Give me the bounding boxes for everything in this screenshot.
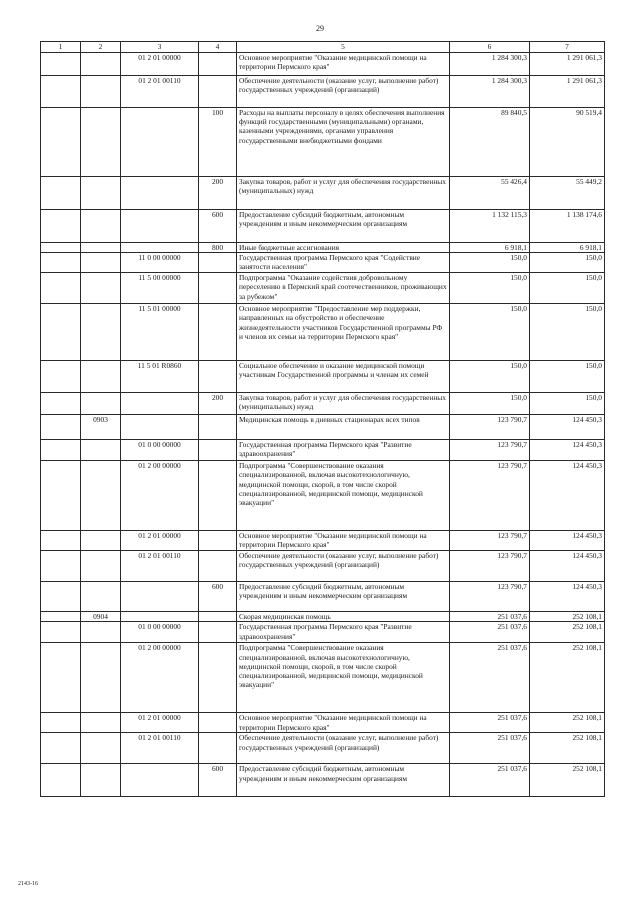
- cell-target-article: [121, 177, 199, 210]
- cell-amount-year2: 252 108,1: [530, 612, 605, 622]
- cell-amount-year1: 55 426,4: [450, 177, 530, 210]
- cell-target-article: 01 2 01 00000: [121, 713, 199, 733]
- cell-col1: [41, 764, 81, 797]
- column-header: 2: [81, 42, 121, 53]
- cell-section-code: [81, 713, 121, 733]
- table-row: [41, 713, 605, 733]
- footer-code: 2143-16: [18, 881, 38, 887]
- cell-amount-year1: 150,0: [450, 253, 530, 273]
- cell-amount-year2: 150,0: [530, 361, 605, 393]
- cell-target-article: 11 5 01 00000: [121, 304, 199, 361]
- cell-section-code: [81, 622, 121, 643]
- page-number: 29: [316, 24, 324, 33]
- cell-target-article: 01 2 00 00000: [121, 643, 199, 713]
- column-header: 3: [121, 42, 199, 53]
- table-row: [41, 622, 605, 643]
- cell-expense-type: [199, 551, 237, 582]
- cell-target-article: [121, 764, 199, 797]
- cell-amount-year2: 150,0: [530, 304, 605, 361]
- cell-expense-type: 600: [199, 210, 237, 243]
- cell-expense-type: [199, 461, 237, 531]
- cell-target-article: [121, 210, 199, 243]
- cell-amount-year1: 123 790,7: [450, 551, 530, 582]
- cell-col1: [41, 643, 81, 713]
- table-row: [41, 461, 605, 531]
- cell-expense-type: 800: [199, 243, 237, 253]
- cell-amount-year2: 1 138 174,6: [530, 210, 605, 243]
- cell-section-code: [81, 582, 121, 612]
- cell-item-name: Предоставление субсидий бюджетным, автономным учреждениям и иным некоммерческим организациям: [237, 210, 450, 243]
- column-header: 1: [41, 42, 81, 53]
- cell-expense-type: 200: [199, 177, 237, 210]
- cell-amount-year2: 1 291 061,3: [530, 76, 605, 108]
- cell-target-article: 01 0 00 00000: [121, 440, 199, 461]
- column-header: 4: [199, 42, 237, 53]
- cell-item-name: Расходы на выплаты персоналу в целях обеспечения выполнения функций государственными (муниципальными) органами, казенными учреждениями, органами управления государственными внебюджетными фондами: [237, 108, 450, 177]
- cell-col1: [41, 304, 81, 361]
- table-row: [41, 76, 605, 108]
- cell-target-article: 01 2 01 00110: [121, 76, 199, 108]
- cell-amount-year1: 123 790,7: [450, 415, 530, 440]
- cell-section-code: [81, 764, 121, 797]
- cell-section-code: 0903: [81, 415, 121, 440]
- cell-expense-type: 200: [199, 393, 237, 415]
- cell-section-code: [81, 361, 121, 393]
- cell-target-article: 11 5 01 R0860: [121, 361, 199, 393]
- column-header: 7: [530, 42, 605, 53]
- cell-item-name: Предоставление субсидий бюджетным, автономным учреждениям и иным некоммерческим организациям: [237, 582, 450, 612]
- cell-target-article: 01 2 01 00000: [121, 531, 199, 551]
- cell-section-code: [81, 551, 121, 582]
- cell-item-name: Основное мероприятие "Оказание медицинской помощи на территории Пермского края": [237, 713, 450, 733]
- cell-col1: [41, 612, 81, 622]
- cell-amount-year2: 150,0: [530, 253, 605, 273]
- table-row: [41, 243, 605, 253]
- cell-target-article: 01 2 01 00110: [121, 551, 199, 582]
- cell-item-name: Закупка товаров, работ и услуг для обеспечения государственных (муниципальных) нужд: [237, 177, 450, 210]
- cell-amount-year1: 150,0: [450, 273, 530, 304]
- cell-amount-year1: 251 037,6: [450, 643, 530, 713]
- cell-amount-year2: 150,0: [530, 273, 605, 304]
- cell-item-name: Подпрограмма "Совершенствование оказания специализированной, включая высокотехнологичную, медицинской помощи, скорой, в том числе скорой специализированной, медицинской помощи, медицинской эвакуации": [237, 643, 450, 713]
- cell-section-code: [81, 253, 121, 273]
- table-row: [41, 531, 605, 551]
- budget-table: [40, 41, 605, 797]
- cell-col1: [41, 440, 81, 461]
- cell-section-code: [81, 53, 121, 76]
- cell-amount-year2: 150,0: [530, 393, 605, 415]
- cell-section-code: [81, 243, 121, 253]
- cell-target-article: 01 2 01 00000: [121, 53, 199, 76]
- cell-amount-year2: 252 108,1: [530, 733, 605, 764]
- cell-target-article: [121, 612, 199, 622]
- cell-col1: [41, 273, 81, 304]
- table-row: [41, 764, 605, 797]
- table-row: [41, 361, 605, 393]
- cell-amount-year2: 124 450,3: [530, 531, 605, 551]
- cell-item-name: Обеспечение деятельности (оказание услуг, выполнение работ) государственных учреждений (организаций): [237, 76, 450, 108]
- cell-col1: [41, 531, 81, 551]
- cell-target-article: [121, 415, 199, 440]
- cell-target-article: 01 2 00 00000: [121, 461, 199, 531]
- cell-amount-year1: 150,0: [450, 361, 530, 393]
- cell-item-name: Государственная программа Пермского края "Содействие занятости населения": [237, 253, 450, 273]
- cell-section-code: [81, 210, 121, 243]
- cell-col1: [41, 177, 81, 210]
- column-header: 5: [237, 42, 450, 53]
- cell-item-name: Социальное обеспечение и оказание медицинской помощи участникам Государственной программы и членам их семей: [237, 361, 450, 393]
- cell-amount-year1: 1 284 300,3: [450, 53, 530, 76]
- cell-amount-year2: 124 450,3: [530, 461, 605, 531]
- table-row: [41, 177, 605, 210]
- cell-item-name: Подпрограмма "Совершенствование оказания специализированной, включая высокотехнологичную, медицинской помощи, скорой, в том числе скорой специализированной, медицинской помощи, медицинской эвакуации": [237, 461, 450, 531]
- table-row: [41, 440, 605, 461]
- cell-item-name: Государственная программа Пермского края "Развитие здравоохранения": [237, 622, 450, 643]
- cell-col1: [41, 713, 81, 733]
- cell-target-article: 01 2 01 00110: [121, 733, 199, 764]
- cell-item-name: Иные бюджетные ассигнования: [237, 243, 450, 253]
- table-row: [41, 582, 605, 612]
- cell-amount-year1: 150,0: [450, 304, 530, 361]
- cell-amount-year2: 252 108,1: [530, 622, 605, 643]
- cell-target-article: 11 5 00 00000: [121, 273, 199, 304]
- cell-amount-year2: 90 519,4: [530, 108, 605, 177]
- cell-item-name: Государственная программа Пермского края "Развитие здравоохранения": [237, 440, 450, 461]
- cell-item-name: Основное мероприятие "Оказание медицинской помощи на территории Пермского края": [237, 531, 450, 551]
- cell-expense-type: [199, 304, 237, 361]
- table-row: [41, 643, 605, 713]
- column-number-row: [41, 42, 605, 53]
- cell-amount-year2: 252 108,1: [530, 713, 605, 733]
- cell-amount-year1: 251 037,6: [450, 612, 530, 622]
- cell-target-article: [121, 108, 199, 177]
- cell-col1: [41, 551, 81, 582]
- cell-expense-type: 100: [199, 108, 237, 177]
- cell-amount-year2: 6 918,1: [530, 243, 605, 253]
- cell-amount-year1: 1 132 115,3: [450, 210, 530, 243]
- table-row: [41, 393, 605, 415]
- table-row: [41, 108, 605, 177]
- cell-section-code: [81, 461, 121, 531]
- cell-amount-year1: 123 790,7: [450, 582, 530, 612]
- cell-amount-year1: 251 037,6: [450, 713, 530, 733]
- cell-amount-year2: 124 450,3: [530, 582, 605, 612]
- cell-amount-year2: 124 450,3: [530, 440, 605, 461]
- table-row: [41, 253, 605, 273]
- cell-col1: [41, 53, 81, 76]
- cell-expense-type: [199, 440, 237, 461]
- cell-col1: [41, 108, 81, 177]
- cell-col1: [41, 415, 81, 440]
- cell-section-code: [81, 643, 121, 713]
- cell-amount-year1: 150,0: [450, 393, 530, 415]
- cell-expense-type: [199, 76, 237, 108]
- cell-expense-type: [199, 713, 237, 733]
- table-row: [41, 612, 605, 622]
- cell-col1: [41, 210, 81, 243]
- cell-amount-year2: 55 449,2: [530, 177, 605, 210]
- cell-amount-year2: 1 291 061,3: [530, 53, 605, 76]
- cell-amount-year1: 123 790,7: [450, 440, 530, 461]
- cell-target-article: [121, 243, 199, 253]
- table-row: [41, 210, 605, 243]
- cell-section-code: 0904: [81, 612, 121, 622]
- cell-section-code: [81, 531, 121, 551]
- cell-col1: [41, 461, 81, 531]
- cell-item-name: Обеспечение деятельности (оказание услуг, выполнение работ) государственных учреждений (организаций): [237, 733, 450, 764]
- cell-expense-type: 600: [199, 582, 237, 612]
- cell-amount-year1: 6 918,1: [450, 243, 530, 253]
- cell-target-article: [121, 393, 199, 415]
- table-row: [41, 53, 605, 76]
- cell-amount-year2: 124 450,3: [530, 551, 605, 582]
- table-row: [41, 304, 605, 361]
- cell-col1: [41, 582, 81, 612]
- cell-expense-type: [199, 612, 237, 622]
- cell-section-code: [81, 108, 121, 177]
- column-header: 6: [450, 42, 530, 53]
- cell-item-name: Основное мероприятие "Оказание медицинской помощи на территории Пермского края": [237, 53, 450, 76]
- cell-amount-year1: 251 037,6: [450, 733, 530, 764]
- cell-col1: [41, 361, 81, 393]
- cell-expense-type: 600: [199, 764, 237, 797]
- cell-expense-type: [199, 361, 237, 393]
- cell-expense-type: [199, 643, 237, 713]
- cell-col1: [41, 253, 81, 273]
- table-row: [41, 415, 605, 440]
- cell-amount-year2: 252 108,1: [530, 643, 605, 713]
- cell-item-name: Подпрограмма "Оказание содействия добровольному переселению в Пермский край соотечественников, проживающих за рубежом": [237, 273, 450, 304]
- cell-expense-type: [199, 733, 237, 764]
- cell-item-name: Обеспечение деятельности (оказание услуг, выполнение работ) государственных учреждений (организаций): [237, 551, 450, 582]
- cell-expense-type: [199, 622, 237, 643]
- cell-expense-type: [199, 253, 237, 273]
- cell-section-code: [81, 733, 121, 764]
- table-row: [41, 273, 605, 304]
- cell-col1: [41, 243, 81, 253]
- cell-section-code: [81, 440, 121, 461]
- cell-item-name: Скорая медицинская помощь: [237, 612, 450, 622]
- cell-expense-type: [199, 415, 237, 440]
- table-row: [41, 733, 605, 764]
- cell-item-name: Медицинская помощь в дневных стационарах всех типов: [237, 415, 450, 440]
- cell-col1: [41, 393, 81, 415]
- cell-expense-type: [199, 273, 237, 304]
- cell-amount-year1: 123 790,7: [450, 531, 530, 551]
- cell-amount-year1: 89 840,5: [450, 108, 530, 177]
- cell-section-code: [81, 177, 121, 210]
- cell-amount-year1: 123 790,7: [450, 461, 530, 531]
- cell-section-code: [81, 304, 121, 361]
- cell-item-name: Закупка товаров, работ и услуг для обеспечения государственных (муниципальных) нужд: [237, 393, 450, 415]
- cell-amount-year2: 124 450,3: [530, 415, 605, 440]
- cell-item-name: Основное мероприятие "Предоставление мер поддержки, направленных на обустройство и обеспечение жизнедеятельности участников Государственной программы РФ и членов их семьи на территории Пермского края": [237, 304, 450, 361]
- cell-target-article: 11 0 00 00000: [121, 253, 199, 273]
- cell-section-code: [81, 393, 121, 415]
- cell-target-article: 01 0 00 00000: [121, 622, 199, 643]
- cell-section-code: [81, 76, 121, 108]
- cell-col1: [41, 622, 81, 643]
- cell-amount-year2: 252 108,1: [530, 764, 605, 797]
- cell-amount-year1: 251 037,6: [450, 622, 530, 643]
- cell-col1: [41, 733, 81, 764]
- cell-amount-year1: 251 037,6: [450, 764, 530, 797]
- cell-section-code: [81, 273, 121, 304]
- table-row: [41, 551, 605, 582]
- cell-amount-year1: 1 284 300,3: [450, 76, 530, 108]
- cell-expense-type: [199, 53, 237, 76]
- cell-target-article: [121, 582, 199, 612]
- cell-col1: [41, 76, 81, 108]
- cell-item-name: Предоставление субсидий бюджетным, автономным учреждениям и иным некоммерческим организациям: [237, 764, 450, 797]
- cell-expense-type: [199, 531, 237, 551]
